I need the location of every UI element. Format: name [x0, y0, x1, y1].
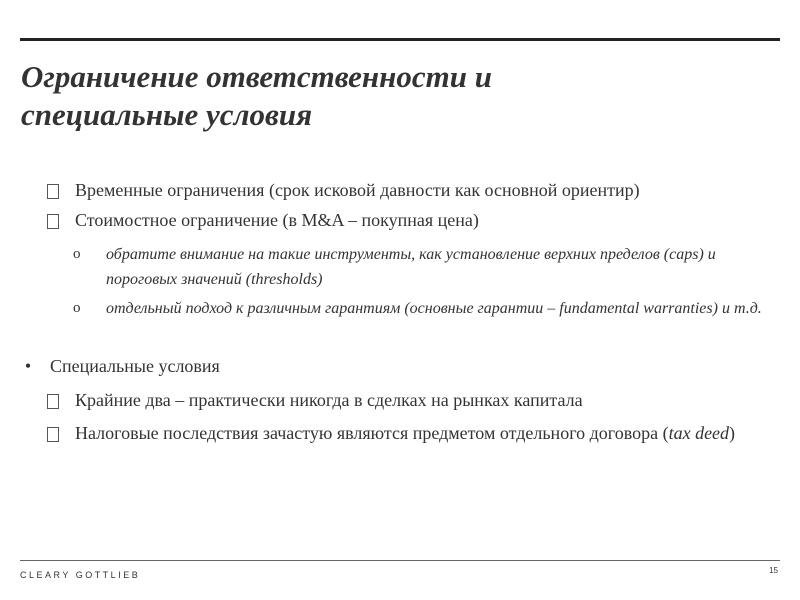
list-item-text: обратите внимание на такие инструменты, как установление верхних пределов (caps) и пороговых значений (thresholds): [106, 246, 716, 288]
slide-title-line2: специальные условия: [21, 97, 313, 132]
checkbox-bullet-icon: [44, 387, 62, 419]
checkbox-bullet-icon: [44, 177, 62, 209]
list-item-text-part: Налоговые последствия зачастую являются предметом отдельного договора (: [75, 423, 669, 443]
checkbox-bullet-icon: [44, 207, 62, 239]
list-item-text: Временные ограничения (срок исковой давности как основной ориентир): [75, 180, 640, 200]
list-item-text-part: ): [729, 423, 736, 443]
list-item-text: Стоимостное ограничение (в M&A – покупная цена): [75, 210, 479, 230]
top-rule: [20, 38, 780, 41]
list-item-text: [75, 420, 775, 447]
page-number: 15: [769, 566, 778, 575]
checkbox-bullet-icon: [44, 420, 62, 452]
dot-bullet-icon: •: [24, 356, 32, 376]
footer-rule: [20, 560, 780, 561]
list-item-text: Крайние два – практически никогда в сделках на рынках капитала: [75, 390, 583, 410]
list-item-text: отдельный подход к различным гарантиям (основные гарантии – fundamental warranties) и т.д.: [106, 300, 762, 317]
circle-bullet-icon: o: [73, 246, 81, 262]
slide-title-line1: Ограничение ответственности и: [21, 59, 492, 94]
circle-bullet-icon: o: [73, 300, 81, 316]
slide-title: [21, 58, 741, 134]
firm-logo: CLEARY GOTTLIEB: [20, 570, 141, 580]
list-item-emphasis: tax deed: [668, 423, 730, 443]
list-item-text: Специальные условия: [50, 356, 220, 376]
